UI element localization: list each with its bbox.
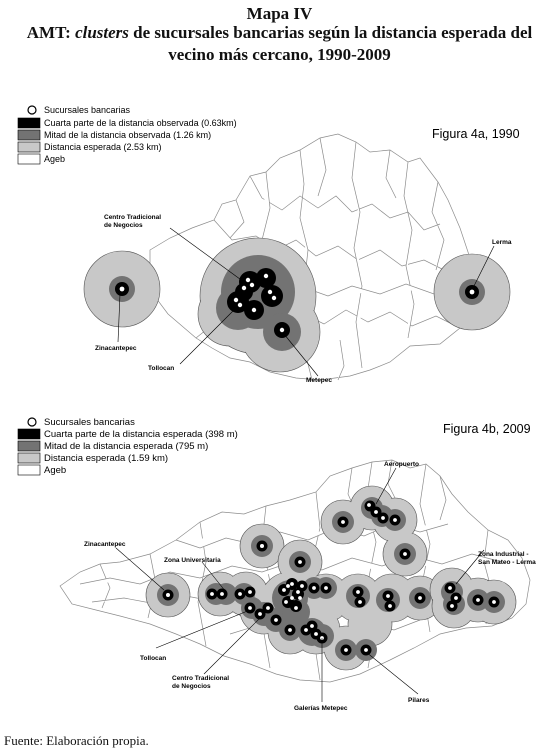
bank-branch-point: [210, 592, 214, 596]
figure-1990-map: [0, 100, 559, 400]
bank-branch-point: [258, 612, 262, 616]
bank-branch-point: [358, 600, 362, 604]
map-number: Mapa IV: [246, 4, 313, 23]
bank-branch-point: [268, 290, 272, 294]
figure-label-2009: Figura 4b, 2009: [443, 422, 531, 436]
bank-branch-point: [476, 598, 480, 602]
bank-branch-point: [298, 596, 302, 600]
bank-branch-point: [296, 590, 300, 594]
legend-light-swatch: [18, 142, 40, 152]
bank-branch-point: [120, 287, 125, 292]
label-centro-2: de Negocios: [104, 222, 143, 229]
label-aeropuerto: Aeropuerto: [384, 461, 420, 468]
cluster-zinacantepec-2009: [146, 573, 190, 617]
legend-white-swatch: [18, 154, 40, 164]
label-tollocan: Tollocan: [140, 655, 167, 662]
legend-item-5: Ageb: [44, 465, 67, 476]
cluster-central-1990: [198, 238, 320, 372]
label-zinacantepec: Zinacantepec: [95, 345, 137, 352]
bank-branch-point: [294, 606, 298, 610]
label-zona-industrial-1: Zona Industrial -: [478, 551, 529, 558]
label-zona-industrial-2: San Mateo - Lerma: [478, 559, 536, 566]
bank-branch-point: [312, 586, 316, 590]
legend-black-swatch: [18, 429, 40, 439]
figure-2009-map: [0, 412, 559, 730]
bank-branch-point: [252, 308, 256, 312]
bank-branch-point: [470, 290, 475, 295]
bank-branch-point: [304, 628, 308, 632]
title-emphasis: clusters: [75, 23, 129, 42]
bank-branch-point: [288, 628, 292, 632]
map-title-line2: [0, 23, 559, 43]
bank-branch-point: [250, 283, 254, 287]
label-tollocan: Tollocan: [148, 365, 175, 372]
bank-branch-point: [324, 586, 328, 590]
bank-branch-point: [264, 274, 268, 278]
map-title-line3: vecino más cercano, 1990-2009: [168, 45, 391, 64]
bank-branch-point: [290, 582, 294, 586]
bank-branch-point: [248, 606, 252, 610]
bank-branch-point: [246, 278, 250, 282]
legend-item-3: Mitad de la distancia observada (1.26 km): [44, 130, 212, 140]
bank-branch-point: [388, 604, 392, 608]
bank-branch-point: [298, 560, 302, 564]
bank-branch-point: [454, 596, 458, 600]
legend-item-2: Cuarta parte de la distancia observada (0.63km): [44, 118, 237, 128]
bank-branch-point: [272, 296, 276, 300]
bank-branch-point: [310, 624, 314, 628]
label-galerias-metepec: Galerías Metepec: [294, 705, 348, 712]
legend-point-symbol: [28, 418, 36, 426]
bank-branch-point: [344, 648, 348, 652]
bank-branch-point: [166, 593, 170, 597]
label-zona-universitaria: Zona Universitaria: [164, 557, 221, 564]
source-note: Fuente: Elaboración propia.: [4, 733, 149, 748]
bank-branch-point: [234, 298, 238, 302]
legend-point-symbol: [28, 106, 36, 114]
bank-branch-point: [492, 600, 496, 604]
title-prefix: AMT:: [26, 23, 71, 42]
bank-branch-point: [450, 604, 454, 608]
bank-branch-point: [403, 552, 407, 556]
legend-item-1: Sucursales bancarias: [44, 105, 131, 115]
bank-branch-point: [448, 586, 452, 590]
label-centro-2: de Negocios: [172, 683, 211, 690]
bank-branch-point: [274, 618, 278, 622]
bank-branch-point: [418, 596, 422, 600]
legend-item-5: Ageb: [44, 154, 66, 164]
legend-item-2: Cuarta parte de la distancia esperada (398 m): [44, 429, 238, 440]
label-pilares: Pilares: [408, 697, 430, 704]
cluster-northwest-2009: [240, 524, 284, 568]
label-centro-1: Centro Tradicional: [104, 214, 162, 221]
bank-branch-point: [238, 592, 242, 596]
legend-item-3: Mitad de la distancia esperada (795 m): [44, 441, 209, 452]
label-metepec: Metepec: [306, 377, 333, 384]
legend-item-4: Distancia esperada (2.53 km): [44, 142, 162, 152]
legend-light-swatch: [18, 453, 40, 463]
bank-branch-point: [393, 518, 397, 522]
cluster-lerma-1990: [434, 254, 510, 330]
bank-branch-point: [290, 596, 294, 600]
bank-branch-point: [284, 600, 288, 604]
bank-branch-point: [286, 584, 290, 588]
legend-2009: [18, 417, 238, 476]
bank-branch-point: [300, 584, 304, 588]
bank-branch-point: [242, 286, 246, 290]
bank-branch-point: [386, 594, 390, 598]
bank-branch-point: [282, 588, 286, 592]
legend-item-1: Sucursales bancarias: [44, 417, 135, 428]
bank-branch-point: [280, 328, 284, 332]
bank-branch-point: [314, 632, 318, 636]
title-rest: de sucursales bancarias según la distancia esperada del: [128, 23, 533, 42]
figure-label-1990: Figura 4a, 1990: [432, 127, 520, 141]
legend-white-swatch: [18, 465, 40, 475]
legend-dark-swatch: [18, 130, 40, 140]
legend-item-4: Distancia esperada (1.59 km): [44, 453, 169, 464]
bank-branch-point: [220, 592, 224, 596]
bank-branch-point: [238, 303, 242, 307]
label-lerma: Lerma: [492, 239, 512, 246]
bank-branch-point: [260, 544, 264, 548]
bank-branch-point: [381, 516, 385, 520]
legend-1990: [18, 105, 237, 164]
label-centro-1: Centro Tradicional: [172, 675, 230, 682]
bank-branch-point: [374, 510, 378, 514]
label-zinacantepec: Zinacantepec: [84, 541, 126, 548]
cluster-zinacantepec-1990: [84, 251, 160, 327]
bank-branch-point: [341, 520, 345, 524]
legend-dark-swatch: [18, 441, 40, 451]
bank-branch-point: [356, 590, 360, 594]
bank-branch-point: [248, 590, 252, 594]
legend-black-swatch: [18, 118, 40, 128]
bank-branch-point: [266, 606, 270, 610]
bank-branch-point: [364, 648, 368, 652]
bank-branch-point: [367, 503, 371, 507]
